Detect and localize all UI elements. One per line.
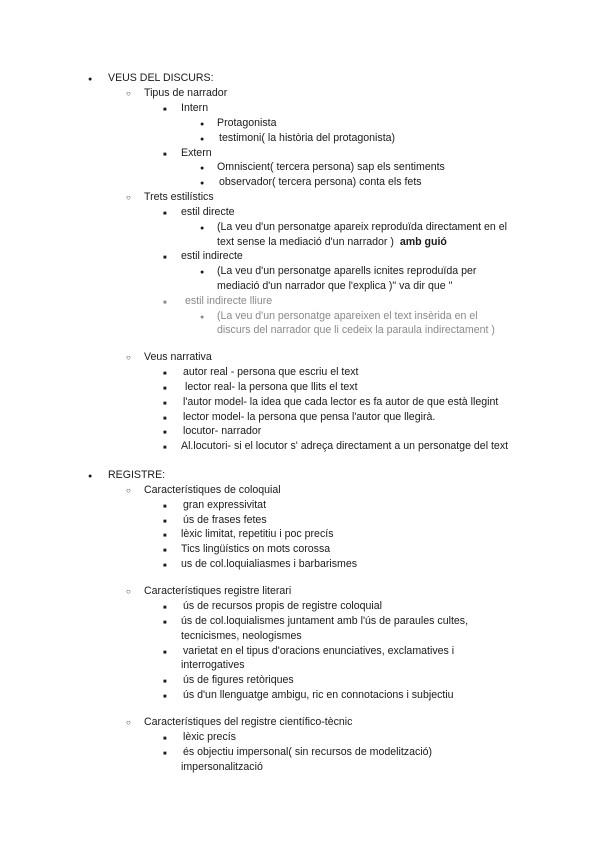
square-bullet-icon <box>163 746 167 761</box>
circle-bullet-icon <box>126 484 131 497</box>
list-item: ús de col.loquialismes juntament amb l'ús de paraules cultes, <box>181 615 469 627</box>
bullet-icon <box>200 117 204 131</box>
list-item: autor real - persona que escriu el text <box>183 366 359 378</box>
paragraph-line: (La veu d'un personatge apareix reproduïda directament en el <box>217 221 508 233</box>
square-bullet-icon <box>163 250 167 265</box>
list-item: lector real- la persona que llits el text <box>185 381 358 393</box>
list-item: testimoni( la història del protagonista) <box>219 132 396 144</box>
subsection-coloquial: Característiques de coloquial <box>144 484 281 496</box>
bullet-icon <box>200 310 204 324</box>
square-bullet-icon <box>163 615 167 630</box>
circle-bullet-icon <box>126 191 131 204</box>
paragraph-line: (La veu d'un personatge apareixen el text insèrida en el <box>217 310 478 322</box>
list-item: ús d'un llenguatge ambigu, ric en connotacions i subjectiu <box>183 689 454 701</box>
list-item: l'autor model- la idea que cada lector es fa autor de que està llegint <box>183 396 499 408</box>
square-bullet-icon <box>163 543 167 558</box>
subsection-trets-estilistics: Trets estilístics <box>144 191 214 203</box>
square-bullet-icon <box>163 440 167 455</box>
square-bullet-icon <box>163 514 167 529</box>
paragraph-line: mediació d'un narrador que l'explica )" va dir que " <box>217 280 453 292</box>
list-item: observador( tercera persona) conta els fets <box>219 176 422 188</box>
list-item: us de col.loquialiasmes i barbarismes <box>181 558 358 570</box>
subsection-cientific-tecnic: Característiques del registre científico-tècnic <box>144 716 353 728</box>
list-item: és objectiu impersonal( sin recursos de modelització) <box>183 746 433 758</box>
square-bullet-icon <box>163 425 167 440</box>
item-extern: Extern <box>181 147 212 159</box>
item-estil-indirecte: estil indirecte <box>181 250 243 262</box>
bullet-icon <box>200 265 204 279</box>
list-item-continuation: tecnicismes, neologismes <box>181 630 302 642</box>
paragraph-line <box>217 236 447 249</box>
list-item: Omniscient( tercera persona) sap els sentiments <box>217 161 445 173</box>
circle-bullet-icon <box>126 351 131 364</box>
square-bullet-icon <box>163 295 167 310</box>
bullet-icon <box>88 72 92 86</box>
item-estil-indirecte-lliure: estil indirecte lliure <box>185 295 273 307</box>
list-item: varietat en el tipus d'oracions enunciatives, exclamatives i <box>183 645 455 657</box>
list-item: ús de figures retòriques <box>183 674 294 686</box>
square-bullet-icon <box>163 689 167 704</box>
list-item: Al.locutori- si el locutor s' adreça directament a un personatge del text <box>181 440 509 452</box>
square-bullet-icon <box>163 206 167 221</box>
square-bullet-icon <box>163 645 167 660</box>
item-estil-directe: estil directe <box>181 206 235 218</box>
square-bullet-icon <box>163 396 167 411</box>
list-item-continuation: interrogatives <box>181 659 245 671</box>
bullet-icon <box>88 469 92 483</box>
square-bullet-icon <box>163 528 167 543</box>
circle-bullet-icon <box>126 716 131 729</box>
subsection-tipus-narrador: Tipus de narrador <box>144 87 228 99</box>
paragraph-text: text sense la mediació d'un narrador ) <box>217 236 394 248</box>
paragraph-line: (La veu d'un personatge aparells icnites reproduïda per <box>217 265 477 277</box>
square-bullet-icon <box>163 731 167 746</box>
circle-bullet-icon <box>126 87 131 100</box>
list-item-continuation: impersonalització <box>181 761 263 773</box>
subsection-literari: Característiques registre literari <box>144 585 292 597</box>
square-bullet-icon <box>163 366 167 381</box>
item-intern: Intern <box>181 102 209 114</box>
list-item: gran expressivitat <box>183 499 267 511</box>
list-item: locutor- narrador <box>183 425 262 437</box>
list-item: Protagonista <box>217 117 277 129</box>
list-item: lector model- la persona que pensa l'autor que llegirà. <box>183 411 436 423</box>
section-title-veus-del-discurs: VEUS DEL DISCURS: <box>108 72 214 84</box>
bullet-icon <box>200 161 204 175</box>
square-bullet-icon <box>163 147 167 162</box>
list-item: lèxic limitat, repetitiu i poc precís <box>181 528 334 540</box>
list-item: ús de frases fetes <box>183 514 267 526</box>
bullet-icon <box>200 221 204 235</box>
list-item: ús de recursos propis de registre coloquial <box>183 600 383 612</box>
list-item: lèxic precís <box>183 731 236 743</box>
circle-bullet-icon <box>126 585 131 598</box>
bullet-icon <box>200 176 204 190</box>
square-bullet-icon <box>163 558 167 573</box>
emphasis-text: amb guió <box>399 236 447 248</box>
square-bullet-icon <box>163 102 167 117</box>
section-title-registre: REGISTRE: <box>108 469 166 481</box>
square-bullet-icon <box>163 674 167 689</box>
subsection-veus-narrativa: Veus narrativa <box>144 351 212 363</box>
square-bullet-icon <box>163 600 167 615</box>
square-bullet-icon <box>163 381 167 396</box>
paragraph-line: discurs del narrador que li cedeix la paraula indirectament ) <box>217 324 495 336</box>
square-bullet-icon <box>163 411 167 426</box>
list-item: Tics lingüístics on mots corossa <box>181 543 331 555</box>
bullet-icon <box>200 132 204 146</box>
square-bullet-icon <box>163 499 167 514</box>
